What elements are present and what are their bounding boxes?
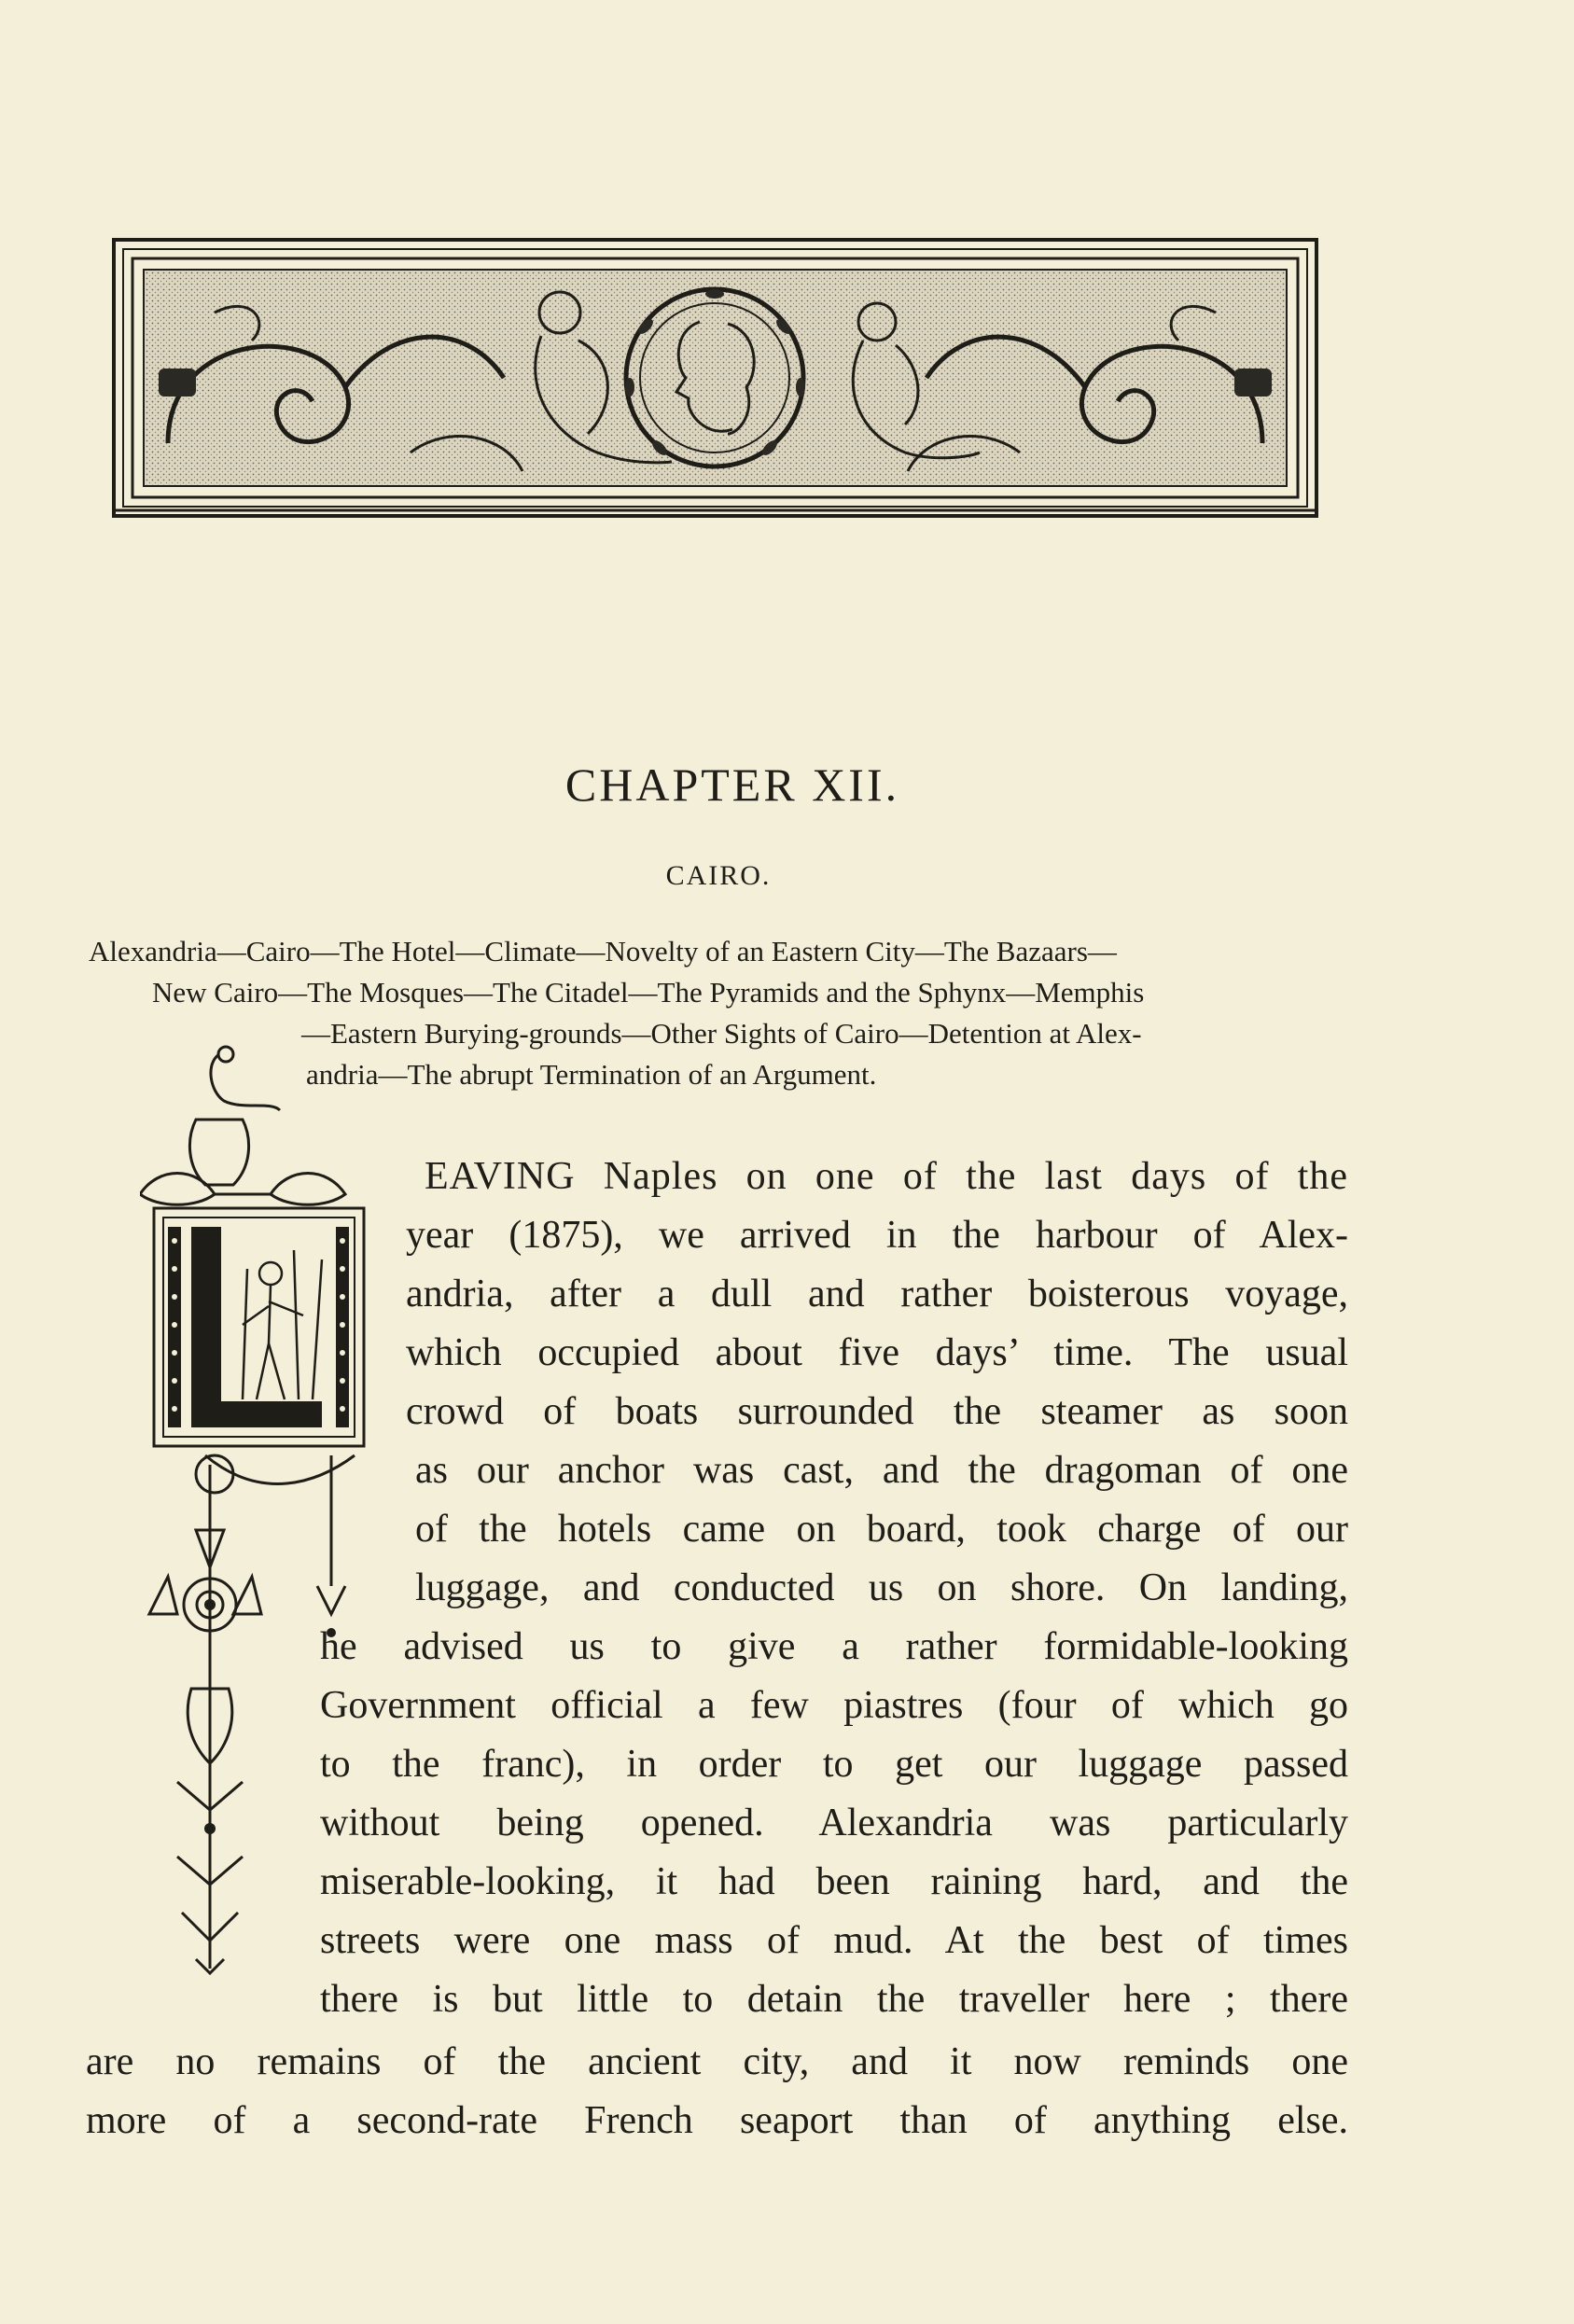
body-line: year (1875), we arrived in the harbour of Alex- [406,1214,1348,1257]
body-line: there is but little to detain the traveller here ; there [320,1978,1348,2021]
body-line: are no remains of the ancient city, and it now reminds one [86,2040,1348,2083]
body-line: crowd of boats surrounded the steamer as soon [406,1390,1348,1433]
body-line: EAVING Naples on one of the last days of the [425,1155,1348,1198]
summary-line: New Cairo—The Mosques—The Citadel—The Pyramids and the Sphynx—Memphis [152,976,1145,1009]
body-line: luggage, and conducted us on shore. On landing, [415,1566,1348,1609]
summary-line: Alexandria—Cairo—The Hotel—Climate—Novelty of an Eastern City—The Bazaars— [89,935,1117,967]
summary-line: —Eastern Burying-grounds—Other Sights of Cairo—Detention at Alex- [301,1017,1142,1050]
chapter-title: CHAPTER XII. [564,758,900,811]
body-line: to the franc), in order to get our luggage passed [320,1743,1348,1786]
body-line: Government official a few piastres (four of which go [320,1684,1348,1727]
body-line: as our anchor was cast, and the dragoman of one [415,1449,1348,1492]
body-line: of the hotels came on board, took charge of our [415,1508,1348,1551]
body-line: streets were one mass of mud. At the best of times [320,1919,1348,1962]
chapter-subtitle: CAIRO. [665,860,772,891]
body-line: more of a second-rate French seaport than of anything else. [86,2099,1348,2142]
body-line: which occupied about five days’ time. The usual [406,1331,1348,1374]
body-line: andria, after a dull and rather boisterous voyage, [406,1273,1348,1315]
summary-line: andria—The abrupt Termination of an Argument. [306,1058,877,1091]
body-line: without being opened. Alexandria was particularly [320,1802,1348,1844]
body-line: he advised us to give a rather formidable-looking [320,1625,1348,1668]
body-line: miserable-looking, it had been raining hard, and the [320,1860,1348,1903]
ornamental-header-engraving [112,238,1318,518]
